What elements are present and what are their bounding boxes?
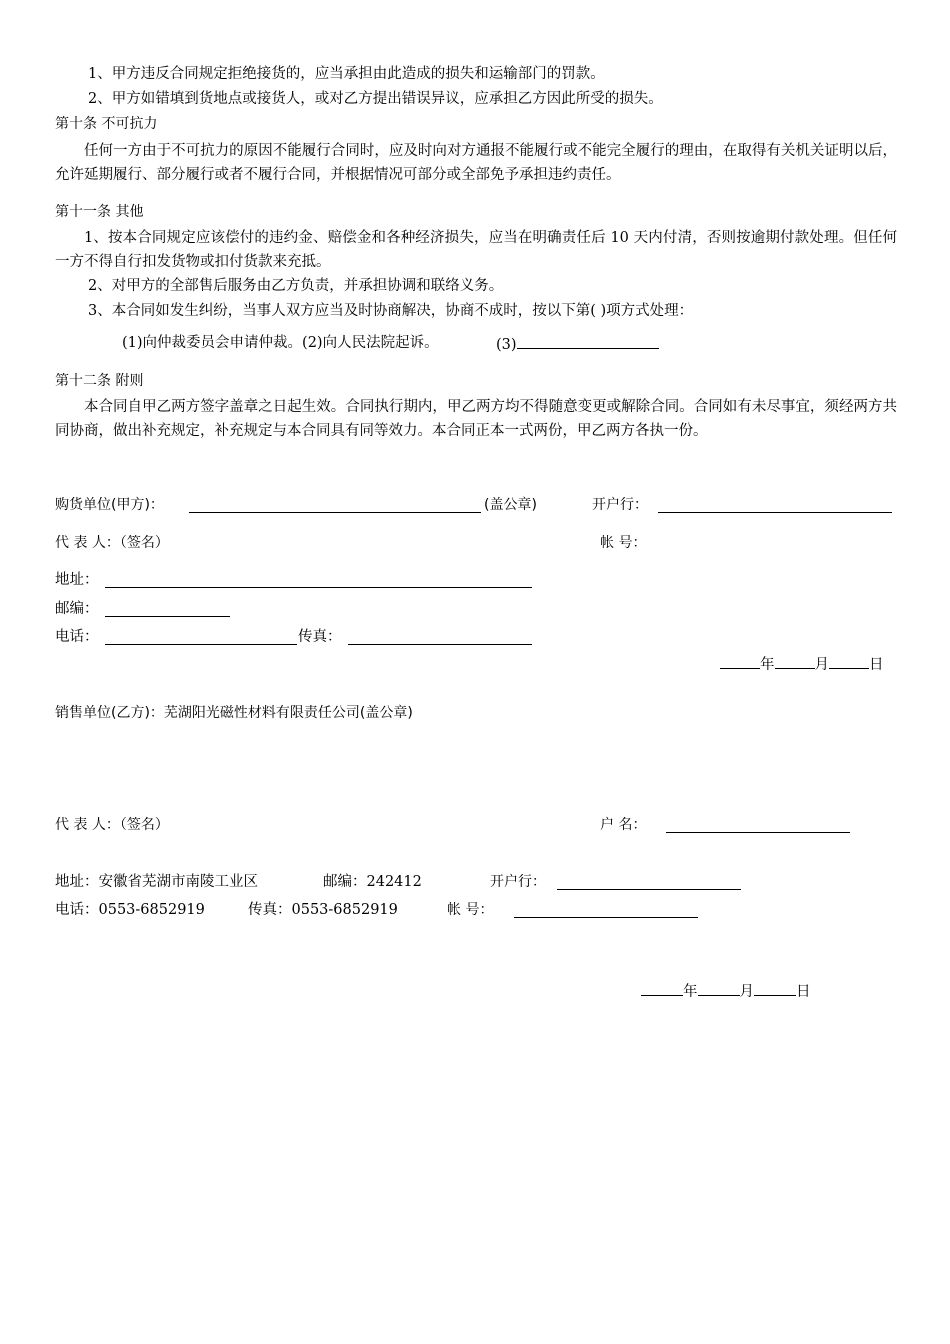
seller-unit-line: 销售单位(乙方)：芜湖阳光磁性材料有限责任公司(盖公章) xyxy=(55,705,413,721)
art11-item1: 1、按本合同规定应该偿付的违约金、赔偿金和各种经济损失，应当在明确责任后 10 天内付清，否则按逾期付款处理。但任何一方不得自行扣发货物或扣付货款来充抵。 xyxy=(55,230,897,270)
seller-day-blank[interactable] xyxy=(754,980,796,996)
art11-item3: 3、本合同如发生纠纷，当事人双方应当及时协商解决，协商不成时，按以下第( )项方式处理： xyxy=(88,303,694,319)
art10-body: 任何一方由于不可抗力的原因不能履行合同时，应及时向对方通报不能履行或不能完全履行的理由，在取得有关机关证明以后，允许延期履行、部分履行或者不履行合同，并根据情况可部分或全部免予承担违约责任。 xyxy=(55,143,897,183)
art9-item2: 2、甲方如错填到货地点或接货人，或对乙方提出错误异议，应承担乙方因此所受的损失。 xyxy=(88,91,663,107)
seller-rep-label: 代 表 人：（签名） xyxy=(55,817,169,833)
buyer-unit-label: 购货单位(甲方)： xyxy=(55,497,164,513)
buyer-year-blank[interactable] xyxy=(720,653,760,669)
seller-bank-label: 开户行： xyxy=(490,874,546,890)
buyer-fax-label: 传真： xyxy=(298,629,342,645)
buyer-address-label: 地址： xyxy=(55,572,99,588)
buyer-phone-blank[interactable] xyxy=(105,629,297,645)
buyer-address-blank[interactable] xyxy=(105,572,532,588)
buyer-unit-blank[interactable] xyxy=(189,497,481,513)
buyer-phone-label: 电话： xyxy=(55,629,99,645)
buyer-fax-blank[interactable] xyxy=(348,629,532,645)
art10-title: 第十条 不可抗力 xyxy=(55,116,158,132)
option3-blank[interactable] xyxy=(517,333,659,349)
buyer-month-blank[interactable] xyxy=(775,653,815,669)
buyer-postcode-blank[interactable] xyxy=(105,601,230,617)
buyer-bank-label: 开户行： xyxy=(592,497,648,513)
seller-account-name-label: 户 名： xyxy=(600,817,647,833)
art12-title: 第十二条 附则 xyxy=(55,373,144,389)
buyer-seal: (盖公章) xyxy=(484,497,537,513)
buyer-bank-blank[interactable] xyxy=(658,497,892,513)
seller-phone: 电话：0553-6852919 xyxy=(55,902,205,918)
seller-bank-blank[interactable] xyxy=(557,874,741,890)
buyer-date: 年 月 日 xyxy=(720,653,884,675)
seller-address: 地址：安徽省芜湖市南陵工业区 xyxy=(55,874,258,890)
seller-account-name-blank[interactable] xyxy=(666,817,850,833)
art12-body: 本合同自甲乙两方签字盖章之日起生效。合同执行期内，甲乙两方均不得随意变更或解除合同。合同如有未尽事宜，须经两方共同协商，做出补充规定，补充规定与本合同具有同等效力。本合同正本一式两份，甲乙两方各执一份。 xyxy=(55,399,897,439)
art9-item1: 1、甲方违反合同规定拒绝接货的，应当承担由此造成的损失和运输部门的罚款。 xyxy=(88,66,605,82)
art11-title: 第十一条 其他 xyxy=(55,204,144,220)
art11-option3: (3) xyxy=(496,333,659,355)
seller-fax: 传真：0553-6852919 xyxy=(248,902,398,918)
buyer-account-label: 帐 号： xyxy=(600,535,647,551)
buyer-day-blank[interactable] xyxy=(829,653,869,669)
buyer-rep-label: 代 表 人：（签名） xyxy=(55,535,169,551)
seller-year-blank[interactable] xyxy=(641,980,683,996)
seller-date: 年 月 日 xyxy=(641,980,811,1002)
seller-postcode: 邮编：242412 xyxy=(323,874,422,890)
seller-account-label: 帐 号： xyxy=(447,902,494,918)
art11-options: (1)向仲裁委员会申请仲裁。(2)向人民法院起诉。 xyxy=(122,335,439,351)
buyer-postcode-label: 邮编： xyxy=(55,601,99,617)
art11-item2: 2、对甲方的全部售后服务由乙方负责，并承担协调和联络义务。 xyxy=(88,278,504,294)
seller-month-blank[interactable] xyxy=(698,980,740,996)
seller-account-blank[interactable] xyxy=(514,902,698,918)
